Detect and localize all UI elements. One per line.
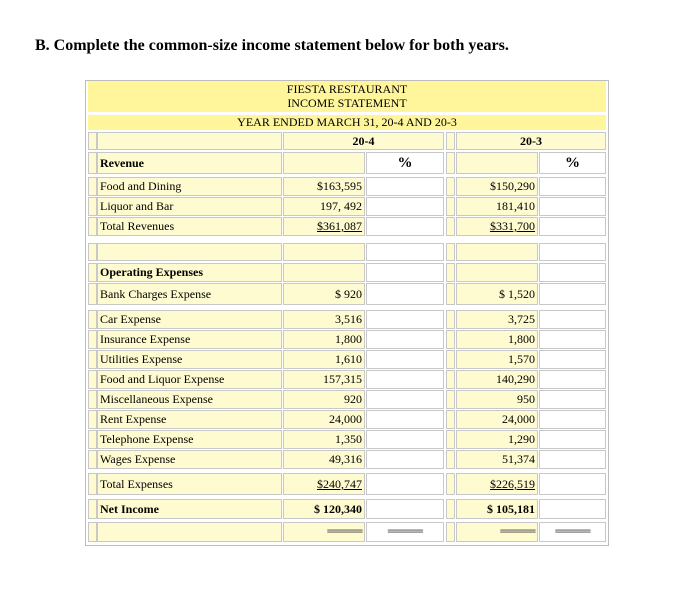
percent-input-20-3[interactable] <box>539 450 606 469</box>
row-stub <box>88 132 97 150</box>
expense-row-label: Car Expense <box>97 310 282 329</box>
row-stub <box>446 450 455 469</box>
value-20-4 <box>283 152 365 174</box>
row-stub <box>446 132 455 150</box>
row-stub <box>88 152 97 174</box>
statement-period: YEAR ENDED MARCH 31, 20-4 AND 20-3 <box>237 115 457 129</box>
value-20-4: 197, 492 <box>283 197 365 216</box>
expense-row-label: Telephone Expense <box>97 430 282 449</box>
percent-input-20-4[interactable] <box>366 330 444 349</box>
row-stub <box>88 410 97 429</box>
value-20-4 <box>283 243 365 261</box>
percent-input-20-4[interactable] <box>366 310 444 329</box>
value-20-3: 1,570 <box>456 350 538 369</box>
row-stub <box>88 177 97 196</box>
row-stub <box>446 390 455 409</box>
percent-input-20-4[interactable] <box>366 197 444 216</box>
value-20-4: 920 <box>283 390 365 409</box>
value-20-4: $ 920 <box>283 283 365 305</box>
percent-input-20-4[interactable] <box>366 430 444 449</box>
percent-input-20-4[interactable] <box>366 177 444 196</box>
row-stub <box>446 263 455 282</box>
value-20-4: 157,315 <box>283 370 365 389</box>
row-stub <box>88 310 97 329</box>
expense-row-label: Food and Liquor Expense <box>97 370 282 389</box>
row-stub <box>446 197 455 216</box>
value-20-3: ======= <box>456 522 538 542</box>
expense-row-label: Miscellaneous Expense <box>97 390 282 409</box>
total-expenses-label: Total Expenses <box>97 473 282 495</box>
percent-input-20-3[interactable] <box>539 217 606 236</box>
row-stub <box>446 410 455 429</box>
value-20-4: $163,595 <box>283 177 365 196</box>
value-20-3: 140,290 <box>456 370 538 389</box>
row-stub <box>446 330 455 349</box>
percent-input-20-4[interactable] <box>366 217 444 236</box>
percent-input-20-3[interactable] <box>539 310 606 329</box>
percent-input-20-4[interactable]: % <box>366 152 444 174</box>
row-stub <box>446 177 455 196</box>
row-stub <box>88 522 97 542</box>
value-20-3: 181,410 <box>456 197 538 216</box>
expenses-section-label: Operating Expenses <box>97 263 282 282</box>
value-20-3 <box>456 263 538 282</box>
revenue-row-label: Food and Dining <box>97 177 282 196</box>
row-stub <box>88 197 97 216</box>
percent-input-20-3[interactable] <box>539 177 606 196</box>
double-rule-row <box>97 522 282 542</box>
value-20-3: $150,290 <box>456 177 538 196</box>
value-20-3: $ 105,181 <box>456 499 538 519</box>
row-stub <box>446 310 455 329</box>
row-stub <box>446 370 455 389</box>
spacer-row <box>97 243 282 261</box>
row-stub <box>446 283 455 305</box>
row-stub <box>446 473 455 495</box>
year-header-20-4: 20-4 <box>283 132 444 150</box>
value-20-4: 24,000 <box>283 410 365 429</box>
row-stub <box>88 430 97 449</box>
value-20-4 <box>283 263 365 282</box>
row-stub <box>446 522 455 542</box>
percent-input-20-3[interactable] <box>539 410 606 429</box>
value-20-3: 51,374 <box>456 450 538 469</box>
percent-input-20-3[interactable] <box>539 350 606 369</box>
revenue-section-label: Revenue <box>97 152 282 174</box>
percent-input-20-4[interactable] <box>366 350 444 369</box>
percent-input-20-3[interactable] <box>539 473 606 495</box>
value-20-3: 1,290 <box>456 430 538 449</box>
value-20-4: $240,747 <box>283 473 365 495</box>
row-stub <box>88 473 97 495</box>
row-stub <box>446 499 455 519</box>
value-20-3: $ 1,520 <box>456 283 538 305</box>
value-20-3: 950 <box>456 390 538 409</box>
percent-input-20-4[interactable] <box>366 370 444 389</box>
expense-row-label: Rent Expense <box>97 410 282 429</box>
row-stub <box>88 330 97 349</box>
percent-input-20-3[interactable] <box>539 330 606 349</box>
percent-input-20-4[interactable] <box>366 390 444 409</box>
row-stub <box>446 217 455 236</box>
value-20-3: 3,725 <box>456 310 538 329</box>
value-20-4: 1,350 <box>283 430 365 449</box>
company-name: FIESTA RESTAURANT <box>286 82 408 96</box>
value-20-3 <box>456 152 538 174</box>
percent-input-20-4[interactable] <box>366 410 444 429</box>
expense-row-label: Utilities Expense <box>97 350 282 369</box>
row-stub <box>446 152 455 174</box>
expense-row-label: Bank Charges Expense <box>97 283 282 305</box>
percent-input-20-4[interactable] <box>366 499 444 519</box>
value-20-4: 49,316 <box>283 450 365 469</box>
value-20-3: $226,519 <box>456 473 538 495</box>
revenue-row-label: Liquor and Bar <box>97 197 282 216</box>
year-header-20-3: 20-3 <box>456 132 606 150</box>
percent-input-20-3[interactable]: % <box>539 152 606 174</box>
value-20-4: ======= <box>283 522 365 542</box>
statement-title: INCOME STATEMENT <box>287 96 407 110</box>
row-stub <box>88 390 97 409</box>
percent-input-20-4[interactable] <box>366 473 444 495</box>
percent-input-20-3[interactable] <box>539 283 606 305</box>
percent-input-20-3[interactable] <box>539 263 606 282</box>
row-stub <box>446 350 455 369</box>
value-20-3: $331,700 <box>456 217 538 236</box>
row-stub <box>446 430 455 449</box>
value-20-3: 1,800 <box>456 330 538 349</box>
page-heading: B. Complete the common-size income statement below for both years. <box>35 37 509 54</box>
percent-input-20-4[interactable] <box>366 263 444 282</box>
row-stub <box>88 450 97 469</box>
expense-row-label: Wages Expense <box>97 450 282 469</box>
expense-row-label: Insurance Expense <box>97 330 282 349</box>
row-stub <box>88 499 97 519</box>
percent-input-20-4[interactable] <box>366 243 444 261</box>
header-blank-cell <box>97 132 282 150</box>
row-stub <box>88 283 97 305</box>
percent-input-20-3[interactable] <box>539 197 606 216</box>
percent-input-20-3[interactable]: ======= <box>539 522 606 542</box>
row-stub <box>88 370 97 389</box>
row-stub <box>88 243 97 261</box>
value-20-3: 24,000 <box>456 410 538 429</box>
value-20-4: 1,800 <box>283 330 365 349</box>
percent-input-20-3[interactable] <box>539 390 606 409</box>
percent-input-20-4[interactable] <box>366 450 444 469</box>
row-stub <box>88 217 97 236</box>
value-20-3 <box>456 243 538 261</box>
value-20-4: $361,087 <box>283 217 365 236</box>
percent-input-20-3[interactable] <box>539 370 606 389</box>
percent-input-20-3[interactable] <box>539 430 606 449</box>
percent-input-20-4[interactable] <box>366 283 444 305</box>
row-stub <box>88 350 97 369</box>
value-20-4: 1,610 <box>283 350 365 369</box>
value-20-4: $ 120,340 <box>283 499 365 519</box>
net-income-label: Net Income <box>97 499 282 519</box>
revenue-row-label: Total Revenues <box>97 217 282 236</box>
row-stub <box>446 243 455 261</box>
percent-input-20-3[interactable] <box>539 243 606 261</box>
value-20-4: 3,516 <box>283 310 365 329</box>
row-stub <box>88 263 97 282</box>
percent-input-20-3[interactable] <box>539 499 606 519</box>
percent-input-20-4[interactable]: ======= <box>366 522 444 542</box>
